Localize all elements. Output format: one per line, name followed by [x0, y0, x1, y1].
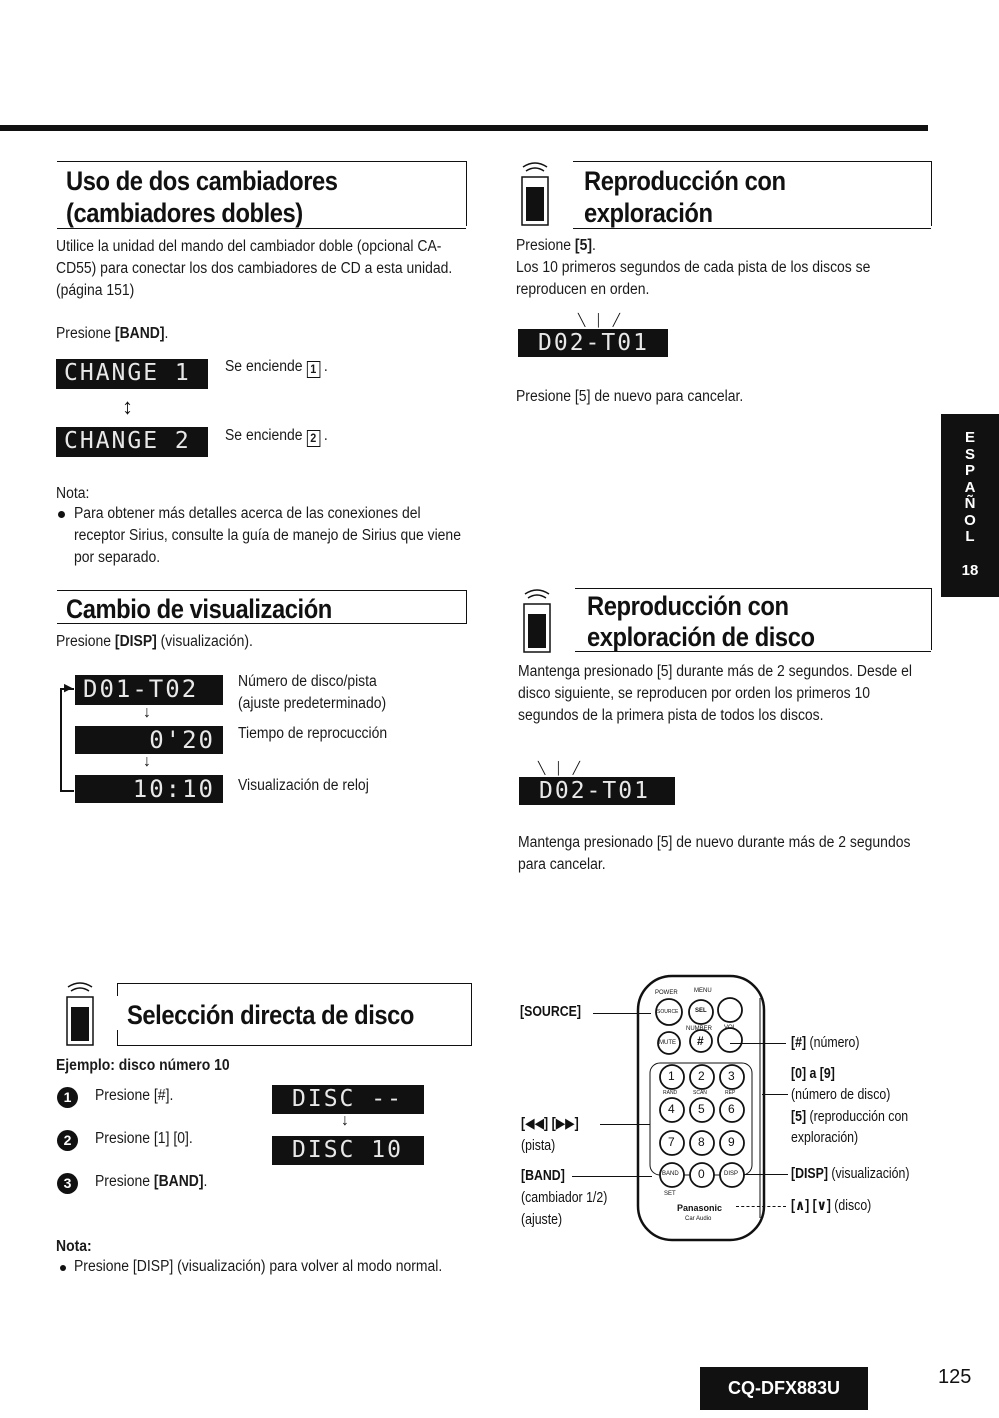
- side-tab-page: 18: [961, 562, 979, 579]
- step3-text: [95, 1171, 207, 1193]
- label-disp: [791, 1164, 909, 1184]
- swap-arrow-icon: ↕: [122, 394, 133, 419]
- remote-btn-set: SET: [664, 1191, 676, 1197]
- label-five-desc1: (reproducción con: [809, 1109, 909, 1125]
- remote-control-icon: [517, 157, 553, 227]
- remote-btn-hash: #: [697, 1034, 704, 1048]
- section1-title-line1: Uso de dos cambiadores: [66, 166, 338, 196]
- desc-disc-track-1: Número de disco/pista: [238, 673, 377, 690]
- label-track-desc: (pista): [521, 1138, 556, 1154]
- remote-btn-5: 5: [698, 1102, 705, 1116]
- section3-press-suffix: .: [591, 237, 596, 254]
- brand-sub: Car Audio: [685, 1216, 712, 1222]
- section4-title-line2: exploración de disco: [587, 622, 815, 652]
- band-key-label: [BAND]: [114, 325, 165, 342]
- down-arrow-1-icon: ↓: [143, 704, 151, 721]
- section3-press: [516, 235, 596, 257]
- side-letter: L: [965, 528, 975, 545]
- remote-btn-rep: REP: [725, 1090, 736, 1096]
- label-digits-desc: (número de disco): [791, 1087, 891, 1103]
- section4-desc: Mantenga presionado [5] durante más de 2 segundos. Desde el disco siguiente, se reproducen por orden los primeros 10 segundos de la primera pista de todos los discos.: [518, 663, 912, 724]
- section3-cancel: Presione [5] de nuevo para cancelar.: [516, 388, 744, 405]
- label-band-desc1: (cambiador 1/2): [521, 1190, 608, 1206]
- remote-btn-3: 3: [728, 1069, 735, 1083]
- remote-btn-8: 8: [698, 1135, 705, 1149]
- indicator-1-icon: 1: [306, 361, 320, 378]
- page-number: 125: [938, 1366, 972, 1388]
- section3-desc: Los 10 primeros segundos de cada pista de los discos se reproducen en orden.: [516, 259, 871, 298]
- remote-btn-source: SOURCE: [657, 1009, 679, 1015]
- remote-btn-random: RAND: [663, 1090, 678, 1096]
- remote-btn-disp: DISP: [724, 1171, 739, 1177]
- change1-desc: Se enciende 1 .: [225, 358, 328, 376]
- leader-updown: [736, 1206, 786, 1207]
- remote-control-icon: [519, 584, 555, 654]
- label-five-desc2: exploración): [791, 1130, 859, 1146]
- remote-btn-number: NUMBER: [686, 1026, 713, 1032]
- desc-clock: Visualización de reloj: [238, 777, 369, 794]
- label-source: [SOURCE]: [520, 1004, 581, 1020]
- side-letter: Ñ: [964, 495, 976, 512]
- lcd-scan: D02-T01: [518, 329, 668, 357]
- step3-prefix: Presione: [95, 1173, 154, 1190]
- remote-btn-6: 6: [728, 1102, 735, 1116]
- section5-note-text: Presione [DISP] (visualización) para volver al modo normal.: [74, 1258, 443, 1275]
- lcd-disc-track: D01-T02: [75, 675, 223, 705]
- key-5-label: [5]: [574, 237, 592, 254]
- section4-title-line1: Reproducción con: [587, 591, 789, 621]
- remote-btn-sel: SEL: [695, 1008, 707, 1014]
- remote-btn-vol: VOL: [724, 1025, 737, 1031]
- lcd-clock: 10:10: [75, 775, 223, 803]
- label-updown: [791, 1196, 871, 1216]
- label-disp-key: [DISP]: [791, 1166, 828, 1182]
- indicator-2-icon: 2: [306, 430, 320, 447]
- side-letter: A: [964, 478, 976, 496]
- down-arrow-3-icon: ↓: [341, 1112, 349, 1129]
- section1-title-line2: (cambiadores dobles): [66, 198, 303, 228]
- side-tab-letters: [941, 430, 999, 546]
- section3-title-frame-bottom: [573, 228, 931, 229]
- lcd-disc-scan: D02-T01: [519, 777, 675, 805]
- section2-press: [56, 631, 253, 653]
- section5-title-frame-cut: [116, 996, 119, 1030]
- section3-press-prefix: Presione: [516, 237, 575, 254]
- section1-note-label: Nota:: [56, 485, 90, 502]
- change2-desc: Se enciende 2 .: [225, 427, 328, 445]
- label-updown-key: [∧] [∨]: [791, 1198, 831, 1214]
- lcd-play-time: 0'20: [75, 726, 223, 754]
- label-five: [791, 1107, 908, 1127]
- language-side-tab: [941, 414, 999, 597]
- bullet-icon: [60, 1265, 66, 1271]
- side-letter: S: [964, 445, 975, 463]
- leader-source: [593, 1013, 651, 1014]
- section5-title: Selección directa de disco: [127, 1000, 415, 1030]
- section3-title-line2: exploración: [584, 198, 713, 228]
- lcd-disc-blank: DISC --: [272, 1085, 424, 1114]
- remote-btn-1: 1: [668, 1069, 675, 1083]
- section5-example: Ejemplo: disco número 10: [56, 1057, 230, 1074]
- step3-number: 3: [57, 1173, 78, 1194]
- section1-press-prefix: Presione: [56, 325, 115, 342]
- side-letter: E: [964, 429, 975, 446]
- remote-btn-mute: MUTE: [659, 1040, 676, 1046]
- cycle-bracket: [60, 688, 74, 792]
- brand-logo: Panasonic: [677, 1203, 723, 1213]
- label-hash-desc: (número): [809, 1035, 860, 1051]
- desc-disc-track-2: (ajuste predeterminado): [238, 695, 387, 712]
- remote-btn-4: 4: [668, 1102, 675, 1116]
- section3-title-line1: Reproducción con: [584, 166, 786, 196]
- remote-btn-2: 2: [698, 1069, 705, 1083]
- leader-track: [600, 1124, 650, 1125]
- section1-intro: Utilice la unidad del mando del cambiador doble (opcional CA-CD55) para conectar los dos cambiadores de CD a esta unidad. (página 151): [56, 238, 453, 299]
- step2-number: 2: [57, 1130, 78, 1151]
- label-band: [BAND]: [521, 1168, 565, 1184]
- desc-play-time: Tiempo de reprocucción: [238, 725, 388, 742]
- remote-btn-band: BAND: [662, 1171, 679, 1177]
- section2-title: Cambio de visualización: [66, 594, 332, 624]
- remote-btn-7: 7: [668, 1135, 675, 1149]
- leader-hash: [730, 1043, 786, 1044]
- down-arrow-2-icon: ↓: [143, 753, 151, 770]
- step3-suffix: .: [203, 1173, 208, 1190]
- bullet-icon: [58, 511, 65, 518]
- section2-press-suffix: (visualización).: [156, 633, 253, 650]
- label-updown-desc: (disco): [834, 1198, 872, 1214]
- label-disp-desc: (visualización): [831, 1166, 910, 1182]
- blink-mark-icon: ╲ │ ╱: [538, 761, 580, 775]
- step3-key: [BAND]: [153, 1173, 204, 1190]
- section1-note-text: Para obtener más detalles acerca de las conexiones del receptor Sirius, consulte la guía de manejo de Sirius que viene por separado.: [74, 505, 461, 566]
- remote-btn-menu: MENU: [694, 988, 712, 994]
- section1-title-frame-bottom: [57, 228, 466, 229]
- remote-btn-0: 0: [698, 1167, 705, 1181]
- remote-btn-scan: SCAN: [693, 1090, 707, 1096]
- side-letter: O: [964, 511, 976, 529]
- label-band-desc2: (ajuste): [521, 1212, 563, 1228]
- section5-note-label: Nota:: [56, 1238, 92, 1255]
- remote-btn-power: POWER: [655, 990, 678, 996]
- leader-disp: [744, 1174, 788, 1175]
- label-hash-key: [#]: [791, 1035, 807, 1051]
- leader-band: [572, 1176, 652, 1177]
- top-rule: [0, 125, 928, 131]
- side-letter: P: [964, 462, 975, 479]
- section4-cancel: Mantenga presionado [5] de nuevo durante más de 2 segundos para cancelar.: [518, 834, 911, 873]
- section1-press: [56, 323, 168, 345]
- remote-btn-9: 9: [728, 1135, 735, 1149]
- label-digits: [0] a [9]: [791, 1066, 835, 1082]
- label-track-keys: [◀◀] [▶▶]: [521, 1116, 579, 1132]
- lcd-change-1: CHANGE 1: [56, 359, 208, 389]
- lcd-change-2: CHANGE 2: [56, 427, 208, 457]
- leader-digits: [762, 1094, 788, 1095]
- lcd-disc-10: DISC 10: [272, 1136, 424, 1165]
- step2-text: Presione [1] [0].: [95, 1130, 193, 1147]
- cycle-arrow-icon: ▶: [64, 682, 73, 694]
- label-five-key: [5]: [791, 1109, 807, 1125]
- step1-number: 1: [57, 1087, 78, 1108]
- label-hash: [791, 1033, 860, 1053]
- change2-on-text: Se enciende: [225, 427, 303, 444]
- model-badge: CQ-DFX883U: [700, 1367, 868, 1410]
- blink-mark-icon: ╲ │ ╱: [578, 313, 620, 327]
- disp-key-label: [DISP]: [114, 633, 157, 650]
- change1-on-text: Se enciende: [225, 358, 303, 375]
- section1-press-suffix: .: [164, 325, 169, 342]
- section2-press-prefix: Presione: [56, 633, 115, 650]
- remote-control-icon: [62, 977, 98, 1047]
- step1-text: Presione [#].: [95, 1087, 174, 1104]
